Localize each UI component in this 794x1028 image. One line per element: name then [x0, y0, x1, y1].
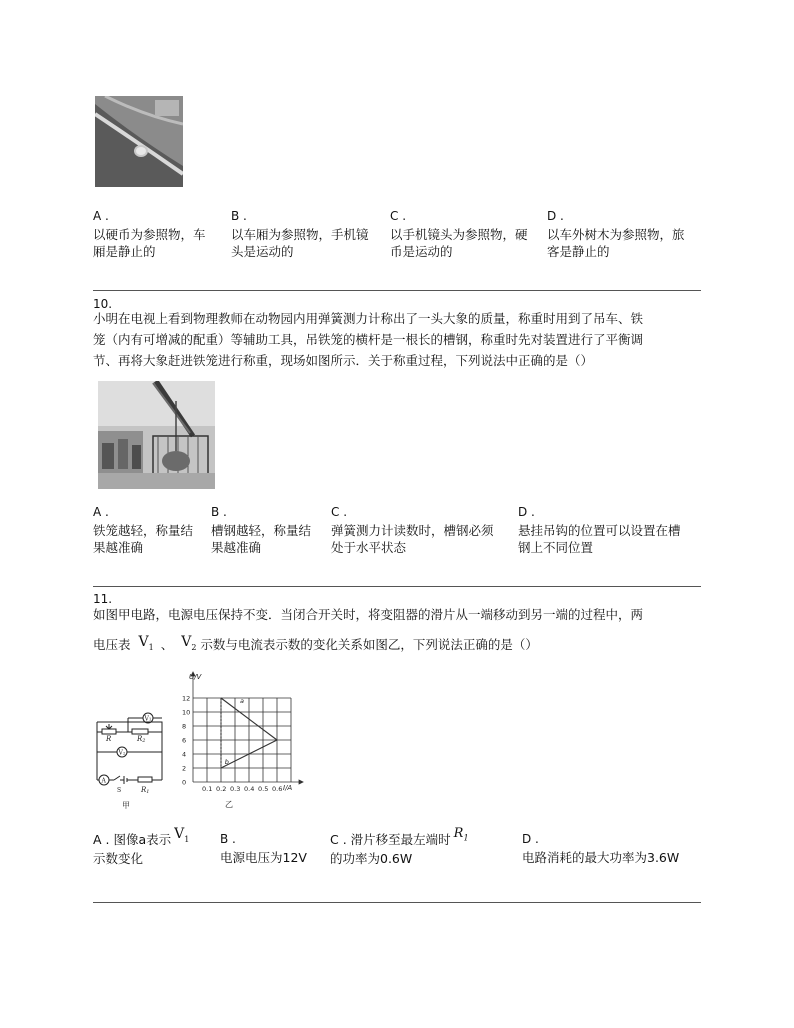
- option-text-line2: 钢上不同位置: [518, 540, 594, 555]
- divider-q11: [93, 902, 701, 903]
- q9-option-a[interactable]: [93, 209, 223, 260]
- resistor-r1: [138, 777, 152, 782]
- q10-stem-line3: 节、再将大象赶进铁笼进行称重，现场如图所示．关于称重过程，下列说法中正确的是（）: [93, 353, 594, 368]
- elephant-weighing-photo: [98, 381, 215, 489]
- q10-option-b[interactable]: [211, 505, 329, 556]
- option-letter: C .: [331, 505, 348, 519]
- option-letter: D .: [547, 209, 564, 223]
- option-sym-sub: 1: [463, 833, 469, 843]
- fig-label-jia: 甲: [122, 801, 130, 810]
- q11-stem-sep: 、: [160, 637, 174, 652]
- option-text-line1: 悬挂吊钩的位置可以设置在槽: [518, 523, 681, 538]
- q11-stem-prefix: 电压表: [93, 637, 131, 652]
- option-text-line1: 铁笼越轻，称量结: [93, 523, 194, 538]
- graph-ytick-label: 8: [182, 722, 187, 731]
- option-text-line1: 以手机镜头为参照物，硬: [390, 227, 528, 242]
- option-letter: A .: [93, 832, 114, 847]
- q11-option-d[interactable]: [522, 832, 702, 866]
- option-text-line2: 币是运动的: [390, 244, 453, 259]
- option-letter: B .: [231, 209, 247, 223]
- v2-symbol-sub: 2: [191, 642, 197, 652]
- graph-xlabel: I/A: [283, 784, 293, 792]
- divider-q10: [93, 586, 701, 587]
- option-letter: A .: [93, 209, 109, 223]
- r1-symbol: [454, 826, 469, 841]
- option-text-line1: 槽钢越轻，称量结: [211, 523, 312, 538]
- resistor-r2: [132, 729, 148, 734]
- graph-ytick-label: 4: [182, 750, 187, 759]
- circuit-label-v2-letter: V: [118, 749, 123, 757]
- option-text-line1: 电源电压为12V: [220, 850, 307, 865]
- q9-option-c[interactable]: [390, 209, 545, 260]
- q10-stem-line1: 小明在电视上看到物理教师在动物园内用弹簧测力计称出了一头大象的质量，称重时用到了吊车、铁: [93, 311, 644, 326]
- q11-stem-line2: [93, 634, 708, 661]
- circuit-label-r1-sub: 1: [146, 789, 150, 795]
- option-text-line2: 厢是静止的: [93, 244, 156, 259]
- graph-ytick-label: 0: [182, 778, 187, 787]
- circuit-label-s: S: [117, 787, 122, 794]
- circuit-label-r2: [136, 735, 145, 744]
- v1-symbol: [139, 634, 154, 650]
- graph-label-b: b: [224, 757, 229, 766]
- coin-photo-graphic: [95, 96, 183, 187]
- option-text-line2: 果越准确: [93, 540, 144, 555]
- ui-graph: [175, 670, 305, 810]
- v2-symbol: [181, 634, 196, 650]
- option-text-line2: 示数变化: [93, 850, 144, 866]
- q11-stem-line1: 如图甲电路，电源电压保持不变．当闭合开关时，将变阻器的滑片从一端移动到另一端的过程中，两: [93, 607, 644, 622]
- option-letter: D .: [522, 832, 539, 846]
- option-text-line2: 客是静止的: [547, 244, 610, 259]
- option-sym-letter: R: [453, 826, 464, 841]
- option-text-line1: 电路消耗的最大功率为3.6W: [522, 850, 680, 865]
- rheostat-r: [102, 729, 116, 734]
- option-text-line1: 以车外树木为参照物，旅: [547, 227, 685, 242]
- q10-option-a[interactable]: [93, 505, 208, 556]
- circuit-label-v1-letter: V: [144, 715, 149, 723]
- graph-x-arrow: [299, 780, 303, 784]
- v2-symbol-letter: V: [181, 634, 192, 650]
- circuit-label-v2: [118, 750, 126, 757]
- option-sym-sub: 1: [184, 834, 190, 844]
- q10-stem: [93, 308, 708, 371]
- option-letter: D .: [518, 505, 535, 519]
- v1-symbol-letter: V: [138, 634, 149, 650]
- option-letter: C .: [330, 832, 351, 847]
- q11-stem-suffix: 示数与电流表示数的变化关系如图乙，下列说法正确的是（）: [200, 637, 538, 652]
- option-text-line1: 以硬币为参照物，车: [93, 227, 206, 242]
- q11-option-c[interactable]: [330, 826, 510, 867]
- q10-stem-line2: 笼（内有可增减的配重）等辅助工具，吊铁笼的横杆是一根长的槽钢，称重时先对装置进行了平衡调: [93, 332, 644, 347]
- option-text-line1: 以车厢为参照物，手机镜: [231, 227, 369, 242]
- graph-xtick-label: 0.6: [272, 785, 283, 793]
- v1-symbol-sub: 1: [148, 642, 154, 652]
- option-text-line1: 弹簧测力计读数时，槽钢必须: [331, 523, 494, 538]
- option-letter: B .: [220, 832, 236, 846]
- q11-option-b[interactable]: [220, 832, 325, 866]
- coin-on-train-photo: [95, 96, 183, 187]
- option-text-line2: 果越准确: [211, 540, 262, 555]
- circuit-label-r2-letter: R: [137, 735, 143, 743]
- q10-number: 10.: [93, 297, 113, 311]
- q11-number: 11.: [93, 592, 113, 606]
- option-line1: [93, 826, 213, 850]
- circuit-label-v1-sub: 1: [148, 716, 152, 722]
- graph-xtick-label: 0.2: [216, 785, 227, 793]
- option-letter: C .: [390, 209, 407, 223]
- option-letter: B .: [211, 505, 227, 519]
- graph-xtick-label: 0.3: [230, 785, 241, 793]
- divider-q9: [93, 290, 701, 291]
- circuit-label-r1: [140, 786, 149, 795]
- option-text-line2: 的功率为0.6W: [330, 850, 413, 866]
- circuit-label-r: R: [106, 735, 112, 743]
- weighing-photo-graphic: [98, 381, 215, 489]
- option-line1: [330, 826, 510, 850]
- option-text-line1: 图像a表示: [113, 832, 172, 847]
- graph-ylabel: U/V: [189, 673, 202, 681]
- graph-ytick-label: 2: [182, 764, 187, 773]
- circuit-label-a: A: [101, 777, 106, 785]
- graph-label-a: a: [240, 696, 244, 705]
- circuit-diagram: [92, 700, 172, 812]
- circuit-label-r1-letter: R: [141, 786, 147, 794]
- q9-option-d[interactable]: [547, 209, 702, 260]
- q9-option-b[interactable]: [231, 209, 386, 260]
- graph-ytick-label: 12: [182, 694, 191, 703]
- v1-symbol: [174, 826, 189, 842]
- graph-ytick-label: 10: [182, 708, 191, 717]
- option-letter: A .: [93, 505, 109, 519]
- q10-option-c[interactable]: [331, 505, 516, 556]
- option-text-line1: 滑片移至最左端时: [350, 832, 451, 847]
- q11-option-a[interactable]: [93, 826, 213, 867]
- circuit-label-v2-sub: 2: [122, 750, 126, 756]
- circuit-label-v1: [144, 716, 152, 723]
- fig-label-yi: 乙: [225, 800, 233, 809]
- circuit-label-r2-sub: 2: [142, 738, 146, 744]
- graph-ytick-label: 6: [182, 736, 187, 745]
- graph-xtick-label: 0.1: [202, 785, 213, 793]
- q10-option-d[interactable]: [518, 505, 703, 556]
- option-sym-letter: V: [174, 826, 185, 842]
- option-text-line2: 头是运动的: [231, 244, 294, 259]
- graph-xtick-label: 0.5: [258, 785, 269, 793]
- graph-xtick-label: 0.4: [244, 785, 255, 793]
- option-text-line2: 处于水平状态: [331, 540, 407, 555]
